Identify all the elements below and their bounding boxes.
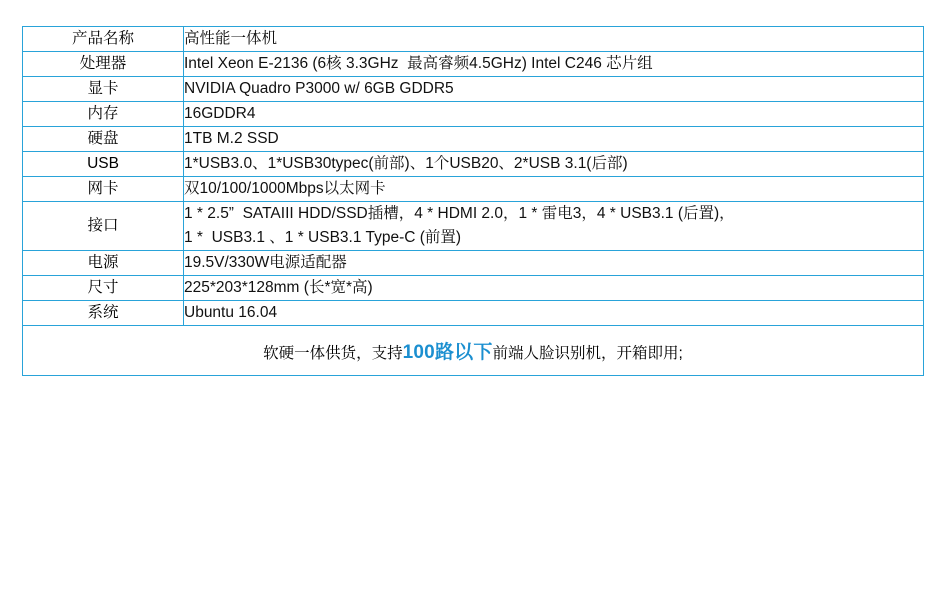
table-row: [23, 77, 924, 102]
value-line: 1 * USB3.1 、1 * USB3.1 Type-C (前置): [184, 229, 462, 247]
row-value: [184, 77, 924, 102]
row-value: [184, 301, 924, 326]
value-line: Ubuntu 16.04: [184, 304, 278, 322]
table-body: [23, 27, 924, 376]
row-label: 网卡: [23, 177, 184, 202]
row-label: 处理器: [23, 52, 184, 77]
row-value: [184, 127, 924, 152]
value-line: 1 * 2.5” SATAIII HDD/SSD插槽，4 * HDMI 2.0，1 * 雷电3，4 * USB3.1 (后置)，: [184, 205, 735, 223]
table-row: [23, 102, 924, 127]
footer-cell: [23, 326, 924, 376]
table-row: [23, 52, 924, 77]
row-label: 显卡: [23, 77, 184, 102]
row-label: 产品名称: [23, 27, 184, 52]
value-line: Intel Xeon E-2136 (6核 3.3GHz 最高睿频4.5GHz) Intel C246 芯片组: [184, 55, 653, 73]
footer-highlight: 100路以下: [402, 342, 493, 364]
row-value: [184, 276, 924, 301]
row-label: 硬盘: [23, 127, 184, 152]
table-row: [23, 127, 924, 152]
specification-table: [22, 26, 924, 376]
value-line: 1TB M.2 SSD: [184, 130, 279, 148]
value-line: 225*203*128mm (长*宽*高): [184, 279, 373, 297]
value-line: 16GDDR4: [184, 105, 256, 123]
table-row: [23, 27, 924, 52]
footer-prefix: 软硬一体供货，支持: [263, 345, 403, 363]
table-row: [23, 301, 924, 326]
table-row: [23, 202, 924, 251]
value-line: 双10/100/1000Mbps以太网卡: [184, 180, 386, 198]
row-label: 系统: [23, 301, 184, 326]
table-footer-row: [23, 326, 924, 376]
row-label: 尺寸: [23, 276, 184, 301]
row-label: USB: [23, 152, 184, 177]
row-label: 内存: [23, 102, 184, 127]
row-value: [184, 251, 924, 276]
row-label: 接口: [23, 202, 184, 251]
row-label: 电源: [23, 251, 184, 276]
row-value: [184, 102, 924, 127]
value-line: NVIDIA Quadro P3000 w/ 6GB GDDR5: [184, 80, 454, 98]
table-row: [23, 251, 924, 276]
value-line: 高性能一体机: [184, 30, 278, 47]
spec-sheet: [22, 26, 924, 376]
row-value: [184, 27, 924, 52]
value-line: 19.5V/330W电源适配器: [184, 254, 347, 272]
row-value: [184, 177, 924, 202]
row-value: [184, 152, 924, 177]
value-line: 1*USB3.0、1*USB30typec(前部)、1个USB20、2*USB 3.1(后部): [184, 155, 628, 173]
table-row: [23, 276, 924, 301]
row-value: [184, 52, 924, 77]
table-row: [23, 152, 924, 177]
table-row: [23, 177, 924, 202]
footer-suffix: 前端人脸识别机，开箱即用;: [492, 345, 683, 363]
row-value: [184, 202, 924, 251]
